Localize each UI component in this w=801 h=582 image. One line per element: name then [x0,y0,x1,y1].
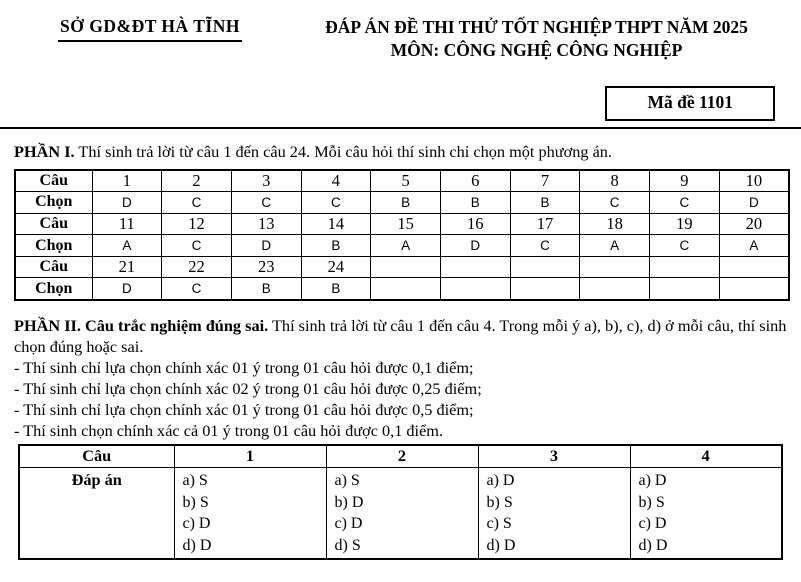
part2-heading-text: Thí sinh trả lời từ câu 1 đến câu 4. Trong mỗi ý a), b), c), d) ở mỗi câu, thí sinh chọn đúng hoặc sai. [14,315,787,356]
issuing-organization: SỞ GD&ĐT HÀ TĨNH [58,16,242,42]
choice-row-label: Chọn [15,278,92,300]
question-number: 1 [92,170,162,192]
answer-item: a) D [486,472,515,490]
answer-choice [580,278,650,300]
question-number: 24 [301,256,371,278]
answer-choice [650,278,720,300]
answer-choice: B [301,278,371,300]
title-line-2: MÔN: CÔNG NGHỆ CÔNG NGHIỆP [390,40,683,60]
part1-heading-text: Thí sinh trả lời từ câu 1 đến câu 24. Mỗi câu hỏi thí sinh chỉ chọn một phương án. [74,142,613,161]
answer-choice: C [580,192,650,214]
question-number [510,256,580,278]
question-number: 12 [162,213,232,235]
answer-choice: C [510,235,580,257]
question-number: 11 [92,213,162,235]
exam-code-box: Mã đề 1101 [605,86,775,121]
table-row [15,192,789,214]
answer-choice: B [371,192,441,214]
question-number: 2 [162,170,232,192]
choice-row-label: Chọn [15,235,92,257]
question-number: 9 [650,170,720,192]
question-number: 3 [231,170,301,192]
answer-choice: A [92,235,162,257]
scoring-rule: - Thí sinh chọn chính xác cả 01 ý trong 01 câu hỏi được 0,1 điểm. [14,420,444,440]
choice-row-label: Chọn [15,192,92,214]
answer-choice: C [162,235,232,257]
answer-choice: A [719,235,789,257]
question-number: 22 [162,256,232,278]
question-row-label: Câu [15,170,92,192]
answer-item: a) S [334,472,360,490]
question-number: 2 [326,445,478,468]
title-line-1: ĐÁP ÁN ĐỀ THI THỬ TỐT NGHIỆP THPT NĂM 2025 [325,17,748,37]
part2-heading [14,315,787,357]
question-number [371,256,441,278]
answer-cell-q4 [630,468,782,560]
answer-choice: B [440,192,510,214]
document-header [0,0,801,129]
question-number: 8 [580,170,650,192]
part1-heading [14,141,787,162]
part2-scoring-rules [14,357,787,441]
question-number: 6 [440,170,510,192]
question-number: 3 [478,445,630,468]
answer-row-label: Đáp án [19,468,174,560]
question-number: 13 [231,213,301,235]
part2-answer-table [18,444,783,561]
answer-cell-q2 [326,468,478,560]
table-row [15,235,789,257]
question-number: 19 [650,213,720,235]
question-number: 21 [92,256,162,278]
table-row [19,468,782,560]
question-number: 18 [580,213,650,235]
answer-choice: B [301,235,371,257]
answer-item: d) D [486,536,516,554]
answer-item: b) S [638,493,665,511]
question-number: 23 [231,256,301,278]
question-number: 14 [301,213,371,235]
answer-choice [719,278,789,300]
question-number: 1 [174,445,326,468]
question-number [719,256,789,278]
question-number: 15 [371,213,441,235]
answer-choice: C [650,192,720,214]
table-row [15,256,789,278]
answer-item: d) D [182,536,212,554]
part2-heading-label: PHẦN II. Câu trắc nghiệm đúng sai. [14,315,269,335]
answer-choice: B [231,278,301,300]
answer-item: c) D [334,515,363,533]
question-row-label: Câu [15,256,92,278]
scoring-rule: - Thí sinh chỉ lựa chọn chính xác 01 ý trong 01 câu hỏi được 0,5 điểm; [14,399,474,419]
answer-choice: A [580,235,650,257]
answer-item: c) S [486,515,512,533]
scoring-rule: - Thí sinh chỉ lựa chọn chính xác 01 ý trong 01 câu hỏi được 0,1 điểm; [14,357,474,377]
answer-choice: D [231,235,301,257]
answer-choice: D [440,235,510,257]
answer-cell-q1 [174,468,326,560]
answer-choice: C [162,192,232,214]
answer-cell-q3 [478,468,630,560]
answer-item: a) D [638,472,667,490]
question-row-label: Câu [19,445,174,468]
question-number: 10 [719,170,789,192]
answer-choice: D [719,192,789,214]
answer-choice: D [92,278,162,300]
answer-choice [440,278,510,300]
answer-item: b) S [182,493,209,511]
table-row [19,445,782,468]
answer-choice: D [92,192,162,214]
question-row-label: Câu [15,213,92,235]
answer-item: d) S [334,536,361,554]
answer-item: a) S [182,472,208,490]
part1-answer-table [14,169,790,301]
table-row [15,278,789,300]
answer-choice: C [650,235,720,257]
scoring-rule: - Thí sinh chỉ lựa chọn chính xác 02 ý trong 01 câu hỏi được 0,25 điểm; [14,378,482,398]
answer-choice: C [301,192,371,214]
document-title [300,16,801,62]
answer-item: c) D [638,515,667,533]
answer-item: c) D [182,515,211,533]
question-number [440,256,510,278]
question-number: 5 [371,170,441,192]
answer-choice [510,278,580,300]
answer-item: d) D [638,536,668,554]
question-number: 4 [301,170,371,192]
answer-choice [371,278,441,300]
question-number: 16 [440,213,510,235]
question-number [650,256,720,278]
table-row [15,170,789,192]
answer-choice: C [231,192,301,214]
header-divider [0,127,801,129]
question-number: 20 [719,213,789,235]
question-number [580,256,650,278]
answer-choice: C [162,278,232,300]
answer-choice: A [371,235,441,257]
question-number: 7 [510,170,580,192]
table-row [15,213,789,235]
answer-item: b) D [334,493,364,511]
answer-item: b) S [486,493,513,511]
answer-choice: B [510,192,580,214]
question-number: 17 [510,213,580,235]
part1-heading-label: PHẦN I. [14,142,75,161]
question-number: 4 [630,445,782,468]
